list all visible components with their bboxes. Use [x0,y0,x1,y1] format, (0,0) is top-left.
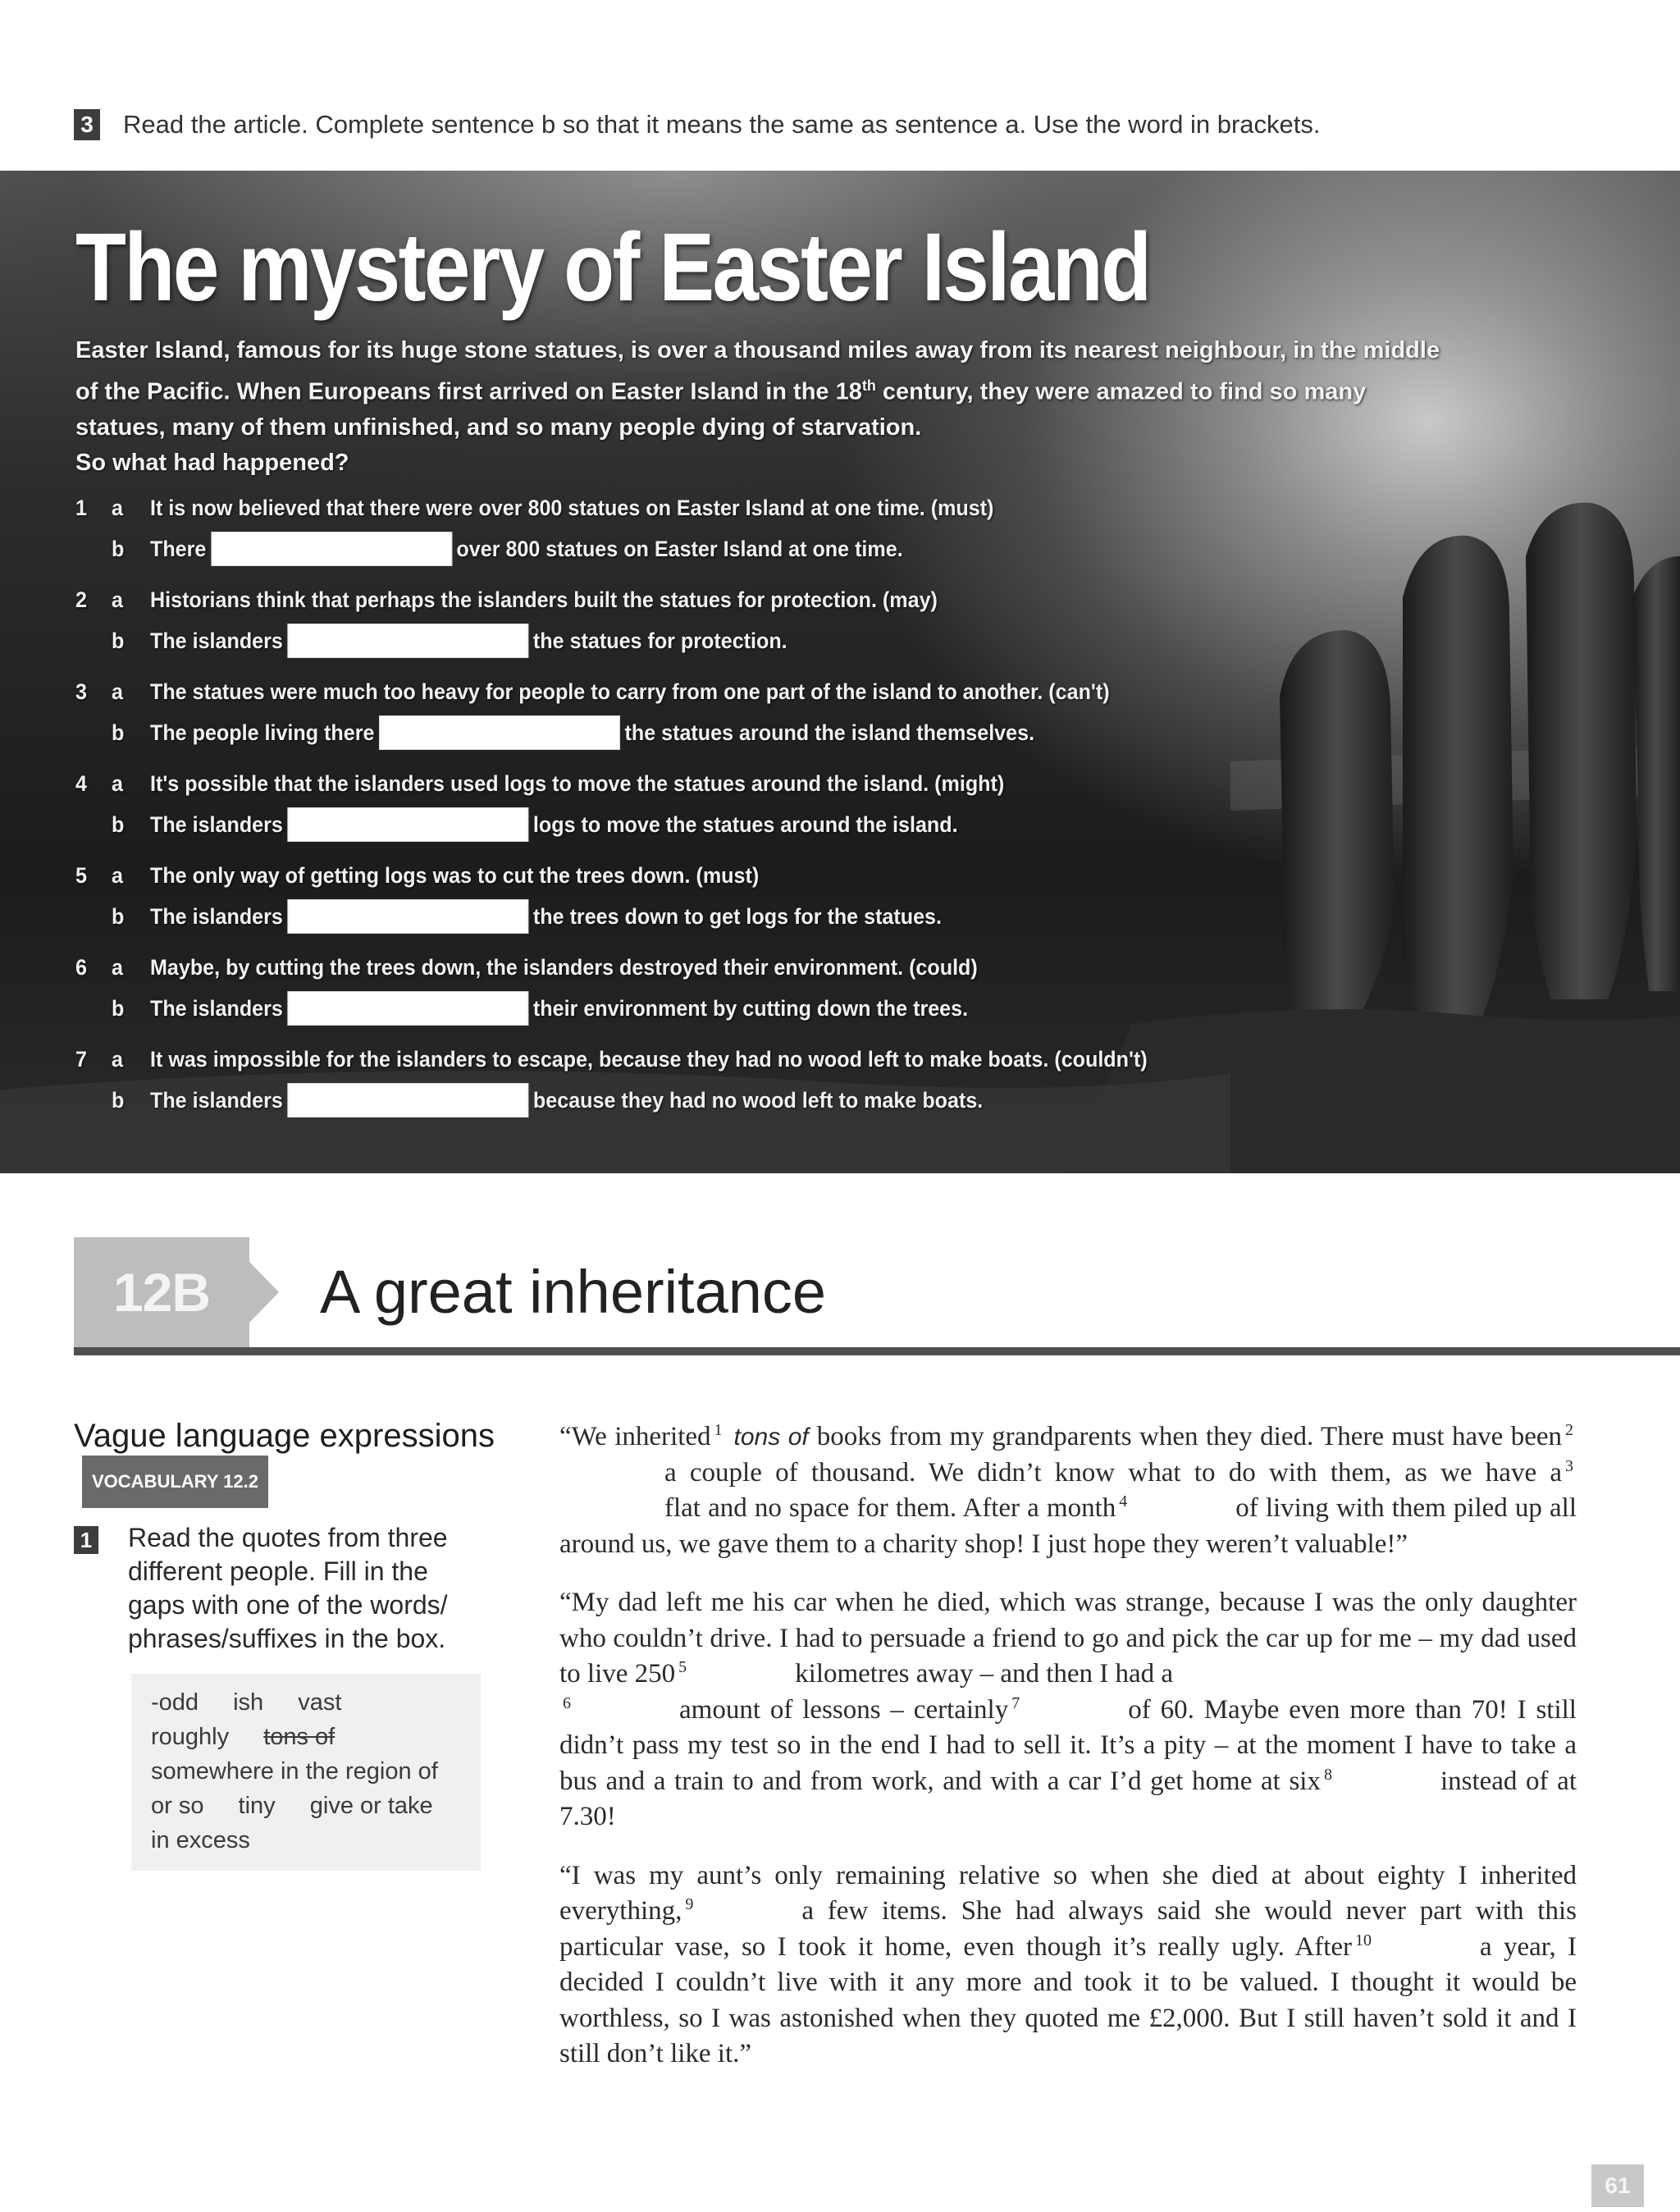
quote-text: “My dad left me his car when he died, which was strange, because I was the only daughter who couldn’t drive. I had to persuade a friend to go and pick the car up for me – my dad used to live 250 [559,1588,1577,1689]
answer-gap-6[interactable] [287,991,528,1026]
gap-number: 4 [1119,1492,1128,1510]
quote-text: kilometres away – and then I had a [795,1659,1174,1689]
gap-number: 1 [714,1421,723,1439]
gap-number: 8 [1323,1765,1332,1784]
sentence-b-end: the trees down to get logs for the statues. [532,903,943,929]
sentence-b-end: their environment by cutting down the trees. [532,995,969,1021]
answer-gap-2[interactable] [287,624,528,658]
quote-text: a few items. She had always said she would never part with this particular vase, so I took it home, even though it’s really ugly. After [559,1896,1577,1962]
intro-text-part2: century, they were amazed to find so many statues, many of them unfinished, and so many people dying of starvation. [75,378,1367,441]
exercise-item-3 [0,671,1477,763]
letter-a: a [112,587,123,612]
exercise-3-header [74,107,1321,143]
word-option: somewhere in the region of [151,1758,438,1785]
answer-gap-1[interactable] [211,532,452,566]
answer-gap-3[interactable] [379,715,620,750]
quote-text: flat and no space for them. After a month [664,1493,1116,1523]
article-question: So what had happened? [75,450,349,476]
exercise-item-7 [0,1039,1477,1121]
answer-gap-5[interactable] [287,899,528,934]
sentence-b-start: The islanders [150,995,283,1021]
item-number: 3 [75,679,87,704]
article-intro [75,333,1454,446]
quote-1 [559,1419,1577,1562]
item-number: 6 [75,954,87,980]
unit-divider [74,1347,1680,1355]
letter-a: a [112,495,123,520]
letter-b: b [112,1087,125,1113]
word-option: or so [151,1793,204,1819]
quote-text: amount of lessons – certainly [679,1694,1009,1725]
word-option: give or take [309,1793,433,1819]
unit-title: A great inheritance [320,1258,827,1326]
quote-text: “We inherited [559,1422,711,1451]
exercise-item-4 [0,763,1477,855]
sentence-b-start: The islanders [150,903,283,929]
exercise-number-badge: 3 [74,109,100,140]
exercise-item-1 [0,487,1477,579]
unit-code-tab [74,1237,249,1347]
letter-a: a [112,1046,123,1072]
exercise-items [0,487,1477,1121]
letter-a: a [112,770,123,796]
letter-b: b [112,903,125,929]
unit-header [74,1237,1680,1352]
letter-a: a [112,862,123,888]
word-option: roughly [151,1724,230,1750]
quote-text: a year, I decided I couldn’t live with it any more and took it to be valued. I thought it would be worthless, so I was astonished when they quoted me £2,000. But I still haven’t sold it and I still don’t like it.” [559,1931,1577,2068]
item-number: 2 [75,587,87,612]
sentence-a: Maybe, by cutting the trees down, the islanders destroyed their environment. (could) [150,954,978,980]
vocabulary-badge[interactable]: VOCABULARY 12.2 [82,1456,268,1508]
sentence-b-start: The islanders [150,628,283,653]
sentence-a: The only way of getting logs was to cut the trees down. (must) [150,862,760,888]
letter-b: b [112,811,125,837]
quote-text: books from my grandparents when they died. There must have been [816,1422,1563,1451]
answer-gap-4[interactable] [287,807,528,842]
quotes-column [559,1419,1577,2095]
exercise-1 [74,1521,484,1656]
exercise-item-6 [0,947,1477,1039]
item-number: 4 [75,770,87,796]
sentence-a: It's possible that the islanders used logs to move the statues around the island. (might) [150,770,1005,796]
word-option: vast [298,1689,342,1716]
letter-a: a [112,679,123,704]
sentence-b-end: over 800 statues on Easter Island at one time. [456,536,903,561]
quote-text: “I was my aunt’s only remaining relative so when she died at about eighty I inherited everything, [559,1860,1577,1926]
quote-text: of living with them piled up all around us, we gave them to a charity shop! I just hope they weren’t valuable!” [559,1493,1577,1559]
exercise-item-2 [0,579,1477,671]
exercise-number-badge: 1 [74,1526,98,1554]
gap-number: 9 [685,1895,694,1913]
gap-number: 6 [563,1693,571,1712]
easter-island-article [0,171,1680,1173]
example-answer[interactable]: tons of [733,1424,809,1451]
answer-gap-7[interactable] [287,1083,528,1117]
letter-a: a [112,954,123,980]
gap-number: 5 [678,1658,687,1676]
quote-3 [559,1858,1577,2073]
word-option: ish [233,1689,264,1716]
word-option-crossed-out: tons of [263,1724,336,1750]
letter-b: b [112,995,125,1021]
sentence-b-end: the statues for protection. [532,628,788,653]
letter-b: b [112,720,125,745]
sentence-a: It was impossible for the islanders to escape, because they had no wood left to make boats. (couldn't) [150,1046,1148,1072]
sentence-b-start: There [150,536,207,561]
exercise-1-instruction: Read the quotes from three different people. Fill in the gaps with one of the words/ phrases/suffixes in the box. [128,1523,448,1653]
quote-text: instead of at 7.30! [559,1766,1577,1831]
item-number: 1 [75,495,87,520]
unit-arrow-icon [249,1237,282,1347]
intro-text-part1: Easter Island, famous for its huge stone statues, is over a thousand miles away from its nearest neighbour, in the middle of the Pacific. When Europeans first arrived on Easter Island in the 18 [75,337,1440,405]
letter-b: b [112,628,125,653]
sentence-a: The statues were much too heavy for people to carry from one part of the island to another. (can't) [150,679,1110,704]
quote-text: of 60. Maybe even more than 70! I still didn’t pass my test so in the end I had to sell it. It’s a pity – at the moment I have to take a bus and a train to and from work, and with a car I’d get home at six [559,1694,1577,1796]
vocab-section-title [74,1413,533,1511]
gap-number: 2 [1565,1421,1574,1439]
sentence-b-end: logs to move the statues around the island. [532,811,958,837]
item-number: 5 [75,862,87,888]
intro-superscript: th [861,377,876,394]
exercise-3-instruction: Read the article. Complete sentence b so that it means the same as sentence a. Use the word in brackets. [123,110,1321,139]
word-option: in excess [151,1827,250,1853]
word-option: -odd [151,1689,199,1716]
sentence-b-start: The islanders [150,811,283,837]
sentence-b-start: The islanders [150,1087,283,1113]
sentence-b-start: The people living there [150,720,375,745]
word-box [131,1674,481,1871]
letter-b: b [112,536,125,561]
item-number: 7 [75,1046,87,1072]
article-title: The mystery of Easter Island [75,213,1150,322]
page-number: 61 [1591,2164,1644,2207]
sentence-b-end: because they had no wood left to make boats. [532,1087,984,1113]
exercise-item-5 [0,855,1477,947]
sentence-a: Historians think that perhaps the islanders built the statues for protection. (may) [150,587,938,612]
sentence-b-end: the statues around the island themselves. [624,720,1035,745]
gap-number: 10 [1355,1931,1372,1949]
word-option: tiny [238,1793,276,1819]
gap-number: 3 [1565,1456,1573,1475]
vocab-title-text: Vague language expressions [74,1418,495,1454]
unit-code: 12B [112,1262,211,1323]
quote-text: a couple of thousand. We didn’t know what to do with them, as we have a [664,1457,1562,1488]
quote-2 [559,1585,1577,1835]
sentence-a: It is now believed that there were over 800 statues on Easter Island at one time. (must) [150,495,994,520]
gap-number: 7 [1011,1693,1020,1712]
